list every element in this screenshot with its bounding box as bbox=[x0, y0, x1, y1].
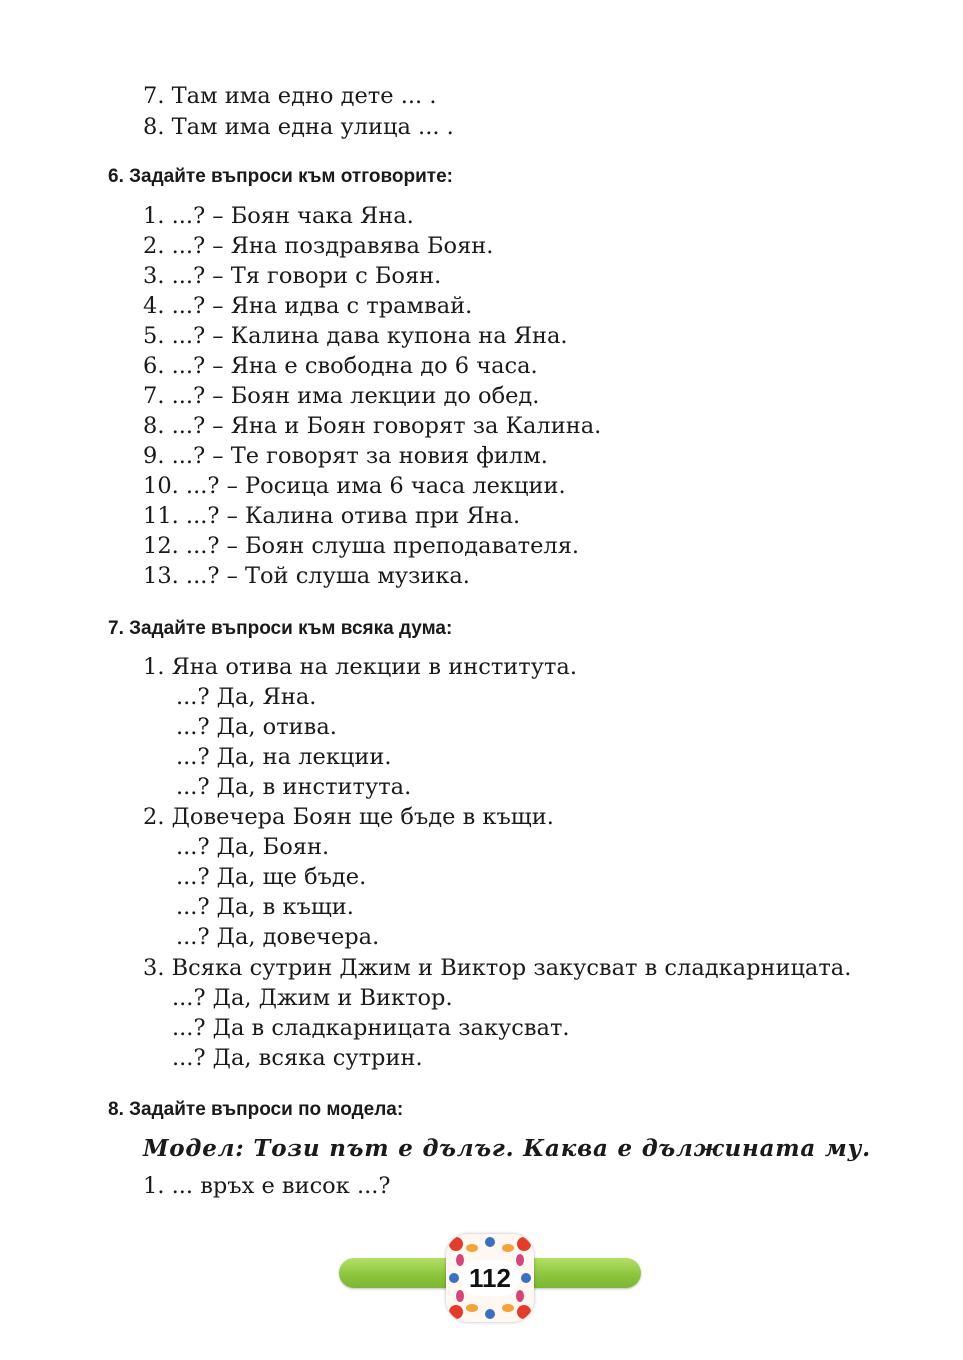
list-item: 6. ...? – Яна е свободна до 6 часа. bbox=[143, 353, 538, 379]
list-item: 3. ...? – Тя говори с Боян. bbox=[143, 263, 442, 289]
answer-line: ...? Да, всяка сутрин. bbox=[172, 1045, 423, 1071]
list-item: 7. ...? – Боян има лекции до обед. bbox=[143, 383, 540, 409]
exercise-sentence: 2. Довечера Боян ще бъде в къщи. bbox=[143, 804, 554, 830]
answer-line: ...? Да, в института. bbox=[176, 774, 412, 800]
list-item: 9. ...? – Те говорят за новия филм. bbox=[143, 443, 548, 469]
list-item: 8. Там има една улица ... . bbox=[143, 114, 454, 140]
list-item: 5. ...? – Калина дава купона на Яна. bbox=[143, 323, 568, 349]
answer-line: ...? Да, Джим и Виктор. bbox=[172, 985, 453, 1011]
answer-line: ...? Да, довечера. bbox=[176, 924, 380, 950]
exercise-8-heading: 8. Задайте въпроси по модела: bbox=[108, 1099, 404, 1120]
answer-line: ...? Да, Яна. bbox=[176, 684, 317, 710]
list-item: 7. Там има едно дете ... . bbox=[143, 83, 437, 109]
answer-line: ...? Да, отива. bbox=[176, 714, 337, 740]
list-item: 1. ...? – Боян чака Яна. bbox=[143, 203, 414, 229]
answer-line: ...? Да, в къщи. bbox=[176, 894, 354, 920]
answer-line: ...? Да, на лекции. bbox=[176, 744, 392, 770]
exercise-sentence: 1. Яна отива на лекции в института. bbox=[143, 654, 577, 680]
list-item: 10. ...? – Росица има 6 часа лекции. bbox=[143, 473, 566, 499]
model-sentence: Модел: Този път е дълъг. Каква е дължината му. bbox=[143, 1135, 871, 1162]
answer-line: ...? Да в сладкарницата закусват. bbox=[172, 1015, 570, 1041]
list-item: 1. ... връх е висок ...? bbox=[143, 1173, 391, 1199]
list-item: 11. ...? – Калина отива при Яна. bbox=[143, 503, 521, 529]
page-number: 112 bbox=[460, 1260, 520, 1296]
list-item: 8. ...? – Яна и Боян говорят за Калина. bbox=[143, 413, 602, 439]
list-item: 2. ...? – Яна поздравява Боян. bbox=[143, 233, 494, 259]
answer-line: ...? Да, Боян. bbox=[176, 834, 330, 860]
answer-line: ...? Да, ще бъде. bbox=[176, 864, 367, 890]
exercise-7-heading: 7. Задайте въпроси към всяка дума: bbox=[108, 618, 453, 639]
list-item: 13. ...? – Той слуша музика. bbox=[143, 563, 470, 589]
list-item: 4. ...? – Яна идва с трамвай. bbox=[143, 293, 473, 319]
list-item: 12. ...? – Боян слуша преподавателя. bbox=[143, 533, 580, 559]
exercise-6-heading: 6. Задайте въпроси към отговорите: bbox=[108, 166, 453, 187]
exercise-sentence: 3. Всяка сутрин Джим и Виктор закусват в сладкарницата. bbox=[143, 955, 852, 981]
